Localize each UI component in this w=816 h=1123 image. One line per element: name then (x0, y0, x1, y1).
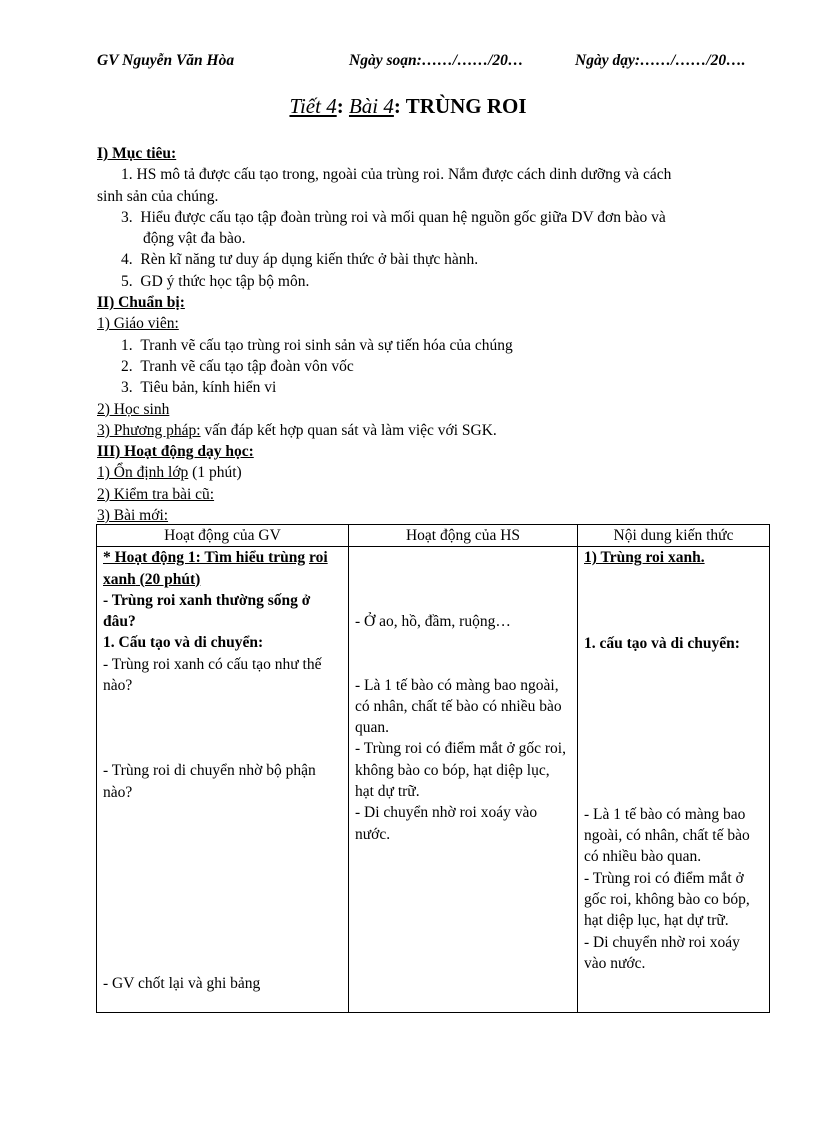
content-text: - Là 1 tế bào có màng bao ngoài, có nhân, chất tế bào có nhiều bào quan. (584, 805, 750, 866)
content-text: - Trùng roi có điểm mắt ở gốc roi, không bào co bóp, hạt diệp lục, hạt dự trữ. (584, 869, 750, 930)
method-label: 3) Phương pháp: (97, 421, 201, 439)
table-row (97, 547, 770, 1013)
teacher-conclusion: - GV chốt lại và ghi bảng (103, 974, 261, 992)
objective-item: 4. Rèn kĩ năng tư duy áp dụng kiến thức ở bài thực hành. (121, 251, 479, 269)
title-separator: : (393, 94, 406, 118)
content-subheading: 1. cấu tạo và di chuyển: (584, 634, 740, 652)
objective-item: 5. GD ý thức học tập bộ môn. (121, 272, 310, 290)
method-line (97, 420, 767, 441)
prep-date: Ngày soạn:……/……/20… (349, 52, 524, 69)
student-answer: - Di chuyển nhờ roi xoáy vào nước. (355, 804, 538, 843)
student-answer: - Là 1 tế bào có màng bao ngoài, có nhân, chất tế bào có nhiều bào quan. (355, 676, 562, 737)
table-header-row (97, 525, 770, 547)
lesson-title (0, 94, 816, 119)
table-header-cell: Hoạt động của HS (349, 525, 578, 547)
preparation-heading: II) Chuẩn bị: (97, 294, 185, 312)
lesson-activities-table (96, 524, 770, 1013)
student-answer: - Trùng roi có điểm mắt ở gốc roi, không bào co bóp, hạt diệp lục, hạt dự trữ. (355, 740, 566, 801)
student-prep-heading: 2) Học sinh (97, 400, 170, 418)
teacher-prep-item: 2. Tranh vẽ cấu tạo tập đoàn vôn vốc (121, 357, 354, 375)
teacher-prep-item: 3. Tiêu bản, kính hiển vi (121, 379, 277, 397)
teacher-question: - Trùng roi xanh thường sống ở đâu? (103, 591, 311, 631)
teacher-prep-heading: 1) Giáo viên: (97, 315, 179, 333)
title-separator: : (336, 94, 349, 118)
teacher-activity-cell (97, 547, 349, 1013)
spacer (584, 654, 763, 804)
teach-date: Ngày dạy:……/……/20…. (575, 52, 746, 69)
spacer (355, 633, 571, 675)
method-text: vấn đáp kết hợp quan sát và làm việc với SGK. (200, 421, 497, 439)
teacher-question: - Trùng roi di chuyển nhờ bộ phận nào? (103, 762, 316, 801)
lesson-name: TRÙNG ROI (405, 94, 527, 118)
objective-item: 3. Hiểu được cấu tạo tập đoàn trùng roi và mối quan hệ nguồn gốc giữa DV đơn bào và (121, 208, 666, 226)
spacer (355, 547, 571, 611)
activity-step: 3) Bài mới: (97, 507, 169, 525)
spacer (103, 696, 342, 760)
table-header-cell: Hoạt động của GV (97, 525, 349, 547)
unit-number: Bài 4 (348, 94, 394, 118)
document-body (97, 143, 767, 526)
spacer (103, 803, 342, 973)
knowledge-content-cell (578, 547, 770, 1013)
content-heading: 1) Trùng roi xanh. (584, 549, 705, 567)
content-text: - Di chuyển nhờ roi xoáy vào nước. (584, 933, 740, 972)
teacher-prep-item: 1. Tranh vẽ cấu tạo trùng roi sinh sản và sự tiến hóa của chúng (121, 336, 513, 354)
student-answer: - Ở ao, hồ, đầm, ruộng… (355, 613, 511, 631)
objective-item-cont: động vật đa bào. (143, 230, 246, 248)
page-header (97, 52, 777, 74)
objective-item: 1. HS mô tả được cấu tạo trong, ngoài của trùng roi. Nắm được cách dinh dưỡng và cách (121, 166, 672, 184)
activities-heading: III) Hoạt động dạy học: (97, 443, 254, 461)
objective-item-cont: sinh sản của chúng. (97, 187, 219, 205)
spacer (584, 569, 763, 633)
objectives-heading: I) Mục tiêu: (97, 145, 177, 162)
lesson-number: Tiết 4 (289, 94, 337, 118)
activity-step: 1) Ổn định lớp (1 phút) (97, 464, 242, 482)
table-header-cell: Nội dung kiến thức (578, 525, 770, 547)
activity-step: 2) Kiểm tra bài cũ: (97, 485, 215, 503)
student-activity-cell (349, 547, 578, 1013)
activity-title: * Hoạt động 1: Tìm hiểu trùng roi xanh (20 phút) (103, 549, 328, 588)
subsection-heading: 1. Cấu tạo và di chuyển: (103, 634, 264, 652)
teacher-name: GV Nguyễn Văn Hòa (97, 52, 235, 69)
teacher-question: - Trùng roi xanh có cấu tạo như thế nào? (103, 655, 322, 695)
